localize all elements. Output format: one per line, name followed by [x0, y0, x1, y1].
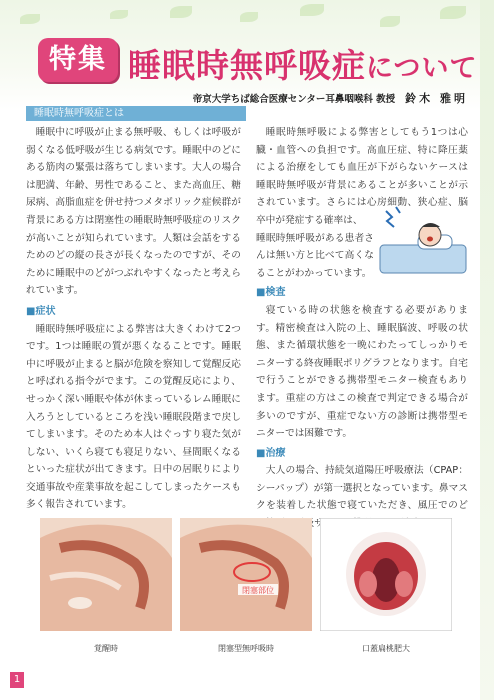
leaf-decoration	[380, 16, 400, 27]
exam-paragraph: 寝ている時の状態を検査する必要があります。精密検査は入院の上、睡眠脳波、呼吸の状態、また循環状態を一晩にわたってしっかりモニターする終夜睡眠ポリグラフとなります。自宅で行うことができる携帯型モニター検査もあります。重症の方はこの検査で判定できる場合が多いのですが、重症でない方の診断は携帯型モニターでは困難です。	[256, 304, 468, 440]
obstruction-annotation: 閉塞部位	[242, 586, 274, 595]
photo-tonsil	[320, 518, 452, 653]
author-affiliation: 帝京大学ちば総合医療センター耳鼻咽喉科 教授	[192, 94, 396, 105]
symptoms-heading: ■症状	[26, 305, 56, 317]
leaf-decoration	[440, 6, 466, 19]
treatment-paragraph: 大人の場合、持続気道陽圧呼吸療法（CPAP：シーパップ）が第一選択となっています。鼻マスクを装着した状態で寝ていただき、風圧でのど る呼吸サポー	[256, 465, 468, 530]
cardio-paragraph-wrap: 睡眠時無呼吸がある患者さんは無い方と比べて高くなることがわかっています。	[256, 232, 374, 279]
tonsil-image	[320, 518, 452, 631]
author-name: 鈴木 雅明	[405, 92, 468, 105]
right-column	[256, 124, 468, 533]
caption-tonsil: 口蓋扁桃肥大	[362, 644, 410, 653]
side-decoration	[480, 0, 494, 700]
cardio-paragraph: 睡眠時無呼吸による弊害としてもう1つは心臓・血管への負担です。高血圧症、特に降圧薬による治療をしても血圧が下がらないケースは睡眠時無呼吸が背景にあることが多いことが示されています。さらには心房細動、狭心症、脳卒中が発症する確率は、	[256, 127, 468, 226]
caption-awake: 覚醒時	[94, 644, 118, 653]
photo-awake	[40, 518, 172, 653]
author-line	[193, 90, 468, 106]
obstructive-airway-image	[180, 518, 312, 631]
feature-label: 特集	[38, 38, 118, 82]
page-number: 1	[10, 672, 24, 688]
photo-obstructive	[180, 518, 312, 653]
symptoms-paragraph: 睡眠時無呼吸症による弊害は大きくわけて2つです。1つは睡眠の質が悪くなることです。睡眠中に呼吸が止まると脳が危険を察知して覚醒反応と呼ばれる指令がでます。この覚醒反応により、せっかく深い睡眠や体が休まっているレム睡眠に入ろうとしているところを浅い睡眠段階まで戻してしまいます。そのため本人はぐっすり寝た気がしない、いくら寝ても寝足りない、昼間眠くなるといった症状が出てきます。日中の居眠りにより交通事故や産業事故を起こしてしまったケースも多く報告されています。	[26, 323, 241, 511]
leaf-decoration	[110, 10, 128, 19]
intro-paragraph: 睡眠中に呼吸が止まる無呼吸、もしくは呼吸が弱くなる低呼吸が生じる病気です。睡眠中のどにある筋肉の緊張は落ちてしまいます。大人の場合は肥満、年齢、男性であること、また高血圧、糖尿病、高脂血症を併せ持つメタボリック症候群が背景にある方は閉塞性の睡眠時無呼吸症のリスクが高いことが知られています。人類は会話をするためのどの縦の長さが長くなったのですが、そのために睡眠中のどがつぶれやすくなったと考えられています。	[26, 127, 241, 297]
sleeping-person-illustration	[378, 205, 468, 277]
caption-obstructive: 閉塞型無呼吸時	[218, 644, 274, 653]
leaf-decoration	[240, 12, 258, 22]
title-main: 睡眠時無呼吸症	[128, 46, 366, 85]
exam-heading: ■検査	[256, 287, 286, 299]
awake-airway-image	[40, 518, 172, 631]
leaf-decoration	[300, 4, 324, 16]
left-column	[26, 124, 241, 514]
page-title	[128, 40, 477, 87]
leaf-decoration	[20, 14, 40, 24]
title-tail: について	[366, 53, 478, 84]
treatment-heading: ■治療	[256, 447, 286, 459]
leaf-decoration	[170, 6, 192, 18]
section-heading-bar: 睡眠時無呼吸症とは	[26, 106, 246, 121]
